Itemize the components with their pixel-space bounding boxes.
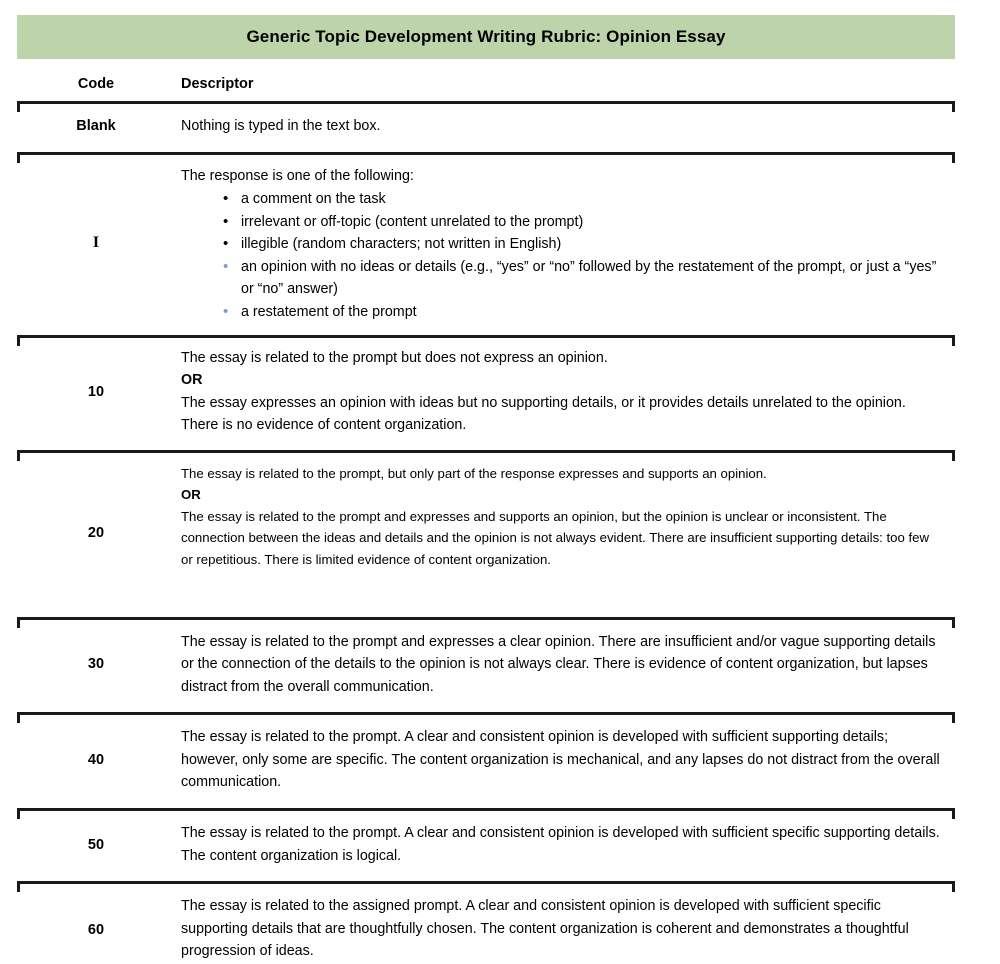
list-item-label: irrelevant or off-topic (content unrelated to the prompt): [241, 213, 584, 230]
row-code-cell: 30: [87, 656, 105, 673]
list-item: [223, 188, 941, 211]
list-item-label: an opinion with no ideas or details (e.g., “yes” or “no” followed by the restatement of the prompt, or just a “yes” or “no” answer): [241, 258, 937, 298]
descriptor-body: The essay is related to the prompt. A clear and consistent opinion is developed with sufficient supporting details; however, only some are specific. The content organization is mechanical, and any lapses do not distract from the overall communication.: [181, 729, 940, 791]
table-row: [17, 712, 955, 808]
row-code-cell: Blank: [76, 118, 116, 135]
row-descriptor-cell: [175, 808, 955, 881]
descriptor-lead: The response is one of the following:: [181, 167, 414, 184]
row-descriptor-cell: [175, 881, 955, 964]
row-code-cell: 10: [87, 384, 105, 401]
list-item: [223, 233, 941, 256]
descriptor-body: The essay is related to the prompt and expresses a clear opinion. There are insufficient and/or vague supporting details or the connection of the details to the opinion is not always clear. There is evidence of content organization, but lapses distract from the overall communication.: [181, 633, 936, 695]
row-bracket-left-tick: [17, 335, 20, 346]
row-bracket-left-tick: [17, 808, 20, 819]
row-bracket-right-tick: [952, 808, 955, 819]
row-bracket-right-tick: [952, 881, 955, 892]
descriptor-body: The essay is related to the prompt. A clear and consistent opinion is developed with sufficient specific supporting details. The content organization is logical.: [181, 824, 940, 864]
rubric-table: [17, 101, 955, 964]
column-header-code: Code: [77, 76, 115, 92]
row-descriptor-cell: [175, 450, 955, 617]
page-title: Generic Topic Development Writing Rubric: Opinion Essay: [246, 27, 726, 46]
row-descriptor-cell: [175, 712, 955, 808]
row-code-cell: 60: [87, 922, 105, 938]
list-item-label: a restatement of the prompt: [241, 304, 417, 321]
table-row: [17, 450, 955, 617]
row-bracket-right-tick: [952, 450, 955, 461]
row-bracket-left-tick: [17, 152, 20, 163]
list-item: [223, 256, 941, 301]
row-bracket-left-tick: [17, 712, 20, 723]
descriptor-connector: OR: [181, 372, 203, 389]
descriptor-body: The essay is related to the assigned prompt. A clear and consistent opinion is developed with sufficient specific supporting details that are thoughtfully chosen. The content organization is coherent and demonstrates a thoughtful progression of ideas.: [181, 898, 909, 960]
row-code-cell: 40: [87, 752, 105, 769]
row-descriptor-cell: [175, 152, 955, 335]
descriptor-connector: OR: [181, 487, 201, 503]
table-row: [17, 335, 955, 450]
row-bracket-right-tick: [952, 152, 955, 163]
row-bracket-right-tick: [952, 617, 955, 628]
row-code-cell: 20: [87, 525, 105, 542]
rubric-title-band: [17, 15, 955, 59]
descriptor-lead: The essay is related to the prompt but does not express an opinion.: [181, 349, 608, 366]
row-descriptor-cell: [175, 101, 955, 152]
table-row: [17, 152, 955, 335]
row-code-cell: 50: [87, 836, 105, 853]
column-header-descriptor: Descriptor: [181, 76, 254, 92]
descriptor-body: The essay expresses an opinion with ideas but no supporting details, or it provides details unrelated to the opinion. There is no evidence of content organization.: [181, 394, 906, 434]
descriptor-body: The essay is related to the prompt and expresses and supports an opinion, but the opinion is unclear or inconsistent. The connection between the ideas and details and the opinion is not always evident. There are insufficient supporting details: too few or repetitious. There is limited evidence of content organization.: [181, 508, 930, 567]
row-bracket-left-tick: [17, 881, 20, 892]
descriptor-lead: The essay is related to the prompt, but only part of the response expresses and supports an opinion.: [181, 465, 767, 481]
row-code-cell: I: [92, 234, 100, 252]
table-row: [17, 808, 955, 881]
table-row: [17, 617, 955, 713]
table-row: [17, 881, 955, 964]
list-item-label: illegible (random characters; not written in English): [241, 236, 562, 253]
row-bracket-right-tick: [952, 101, 955, 112]
list-item-label: a comment on the task: [241, 191, 386, 208]
row-bracket-left-tick: [17, 617, 20, 628]
row-bracket-right-tick: [952, 335, 955, 346]
list-item: [223, 301, 941, 324]
row-bracket-right-tick: [952, 712, 955, 723]
table-row: [17, 101, 955, 152]
list-item: [223, 211, 941, 234]
row-descriptor-cell: [175, 617, 955, 713]
row-bracket-left-tick: [17, 450, 20, 461]
row-descriptor-cell: [175, 335, 955, 450]
descriptor-lead: Nothing is typed in the text box.: [181, 118, 381, 134]
descriptor-bullet-list: [181, 188, 941, 323]
row-bracket-left-tick: [17, 101, 20, 112]
